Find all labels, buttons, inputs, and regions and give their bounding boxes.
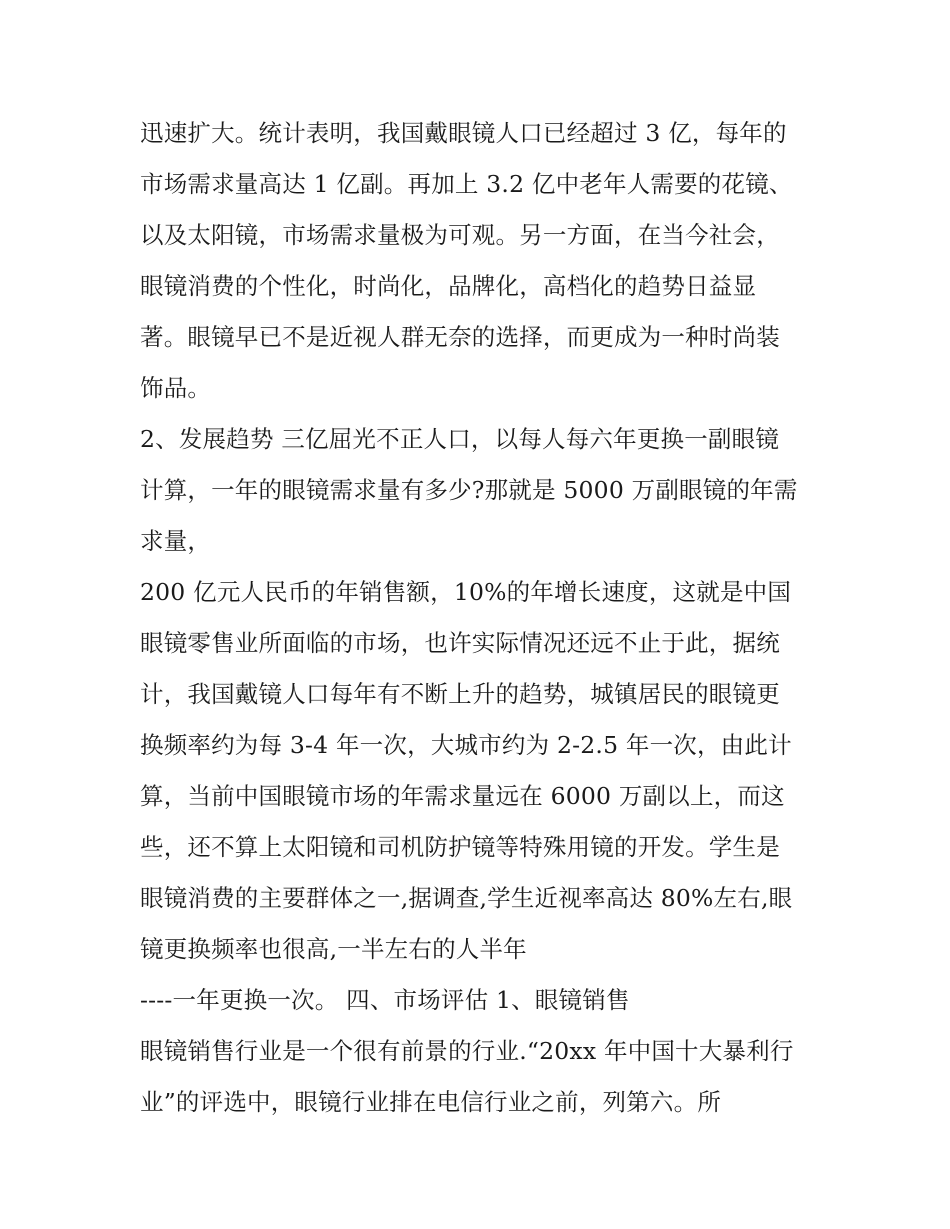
document-body — [140, 108, 820, 1128]
text-line: 镜更换频率也很高,一半左右的人半年 — [140, 935, 527, 963]
text-line: 算，当前中国眼镜市场的年需求量远在 6000 万副以上，而这 — [140, 782, 785, 810]
text-line: 迅速扩大。统计表明，我国戴眼镜人口已经超过 3 亿，每年的 — [140, 119, 787, 147]
text-line: 市场需求量高达 1 亿副。再加上 3.2 亿中老年人需要的花镜、 — [140, 170, 793, 198]
text-line: 换频率约为每 3-4 年一次，大城市约为 2-2.5 年一次，由此计 — [140, 731, 792, 759]
text-line: 求量， — [140, 527, 212, 555]
text-line: 2、发展趋势 三亿屈光不正人口，以每人每六年更换一副眼镜 — [140, 425, 780, 453]
text-line: 计算，一年的眼镜需求量有多少?那就是 5000 万副眼镜的年需 — [140, 476, 798, 504]
text-line: 眼镜零售业所面临的市场，也许实际情况还远不止于此，据统 — [140, 629, 780, 657]
text-line: 业”的评选中，眼镜行业排在电信行业之前，列第六。所 — [140, 1088, 722, 1116]
text-line: 眼镜消费的主要群体之一,据调查,学生近视率高达 80%左右,眼 — [140, 884, 793, 912]
text-line: 眼镜销售行业是一个很有前景的行业.“20xx 年中国十大暴利行 — [140, 1037, 794, 1065]
text-line: 眼镜消费的个性化，时尚化，品牌化，高档化的趋势日益显 — [140, 272, 757, 300]
text-line: 著。眼镜早已不是近视人群无奈的选择，而更成为一种时尚装 — [140, 323, 780, 351]
text-line: 以及太阳镜，市场需求量极为可观。另一方面，在当今社会， — [140, 221, 780, 249]
text-line: 些，还不算上太阳镜和司机防护镜等特殊用镜的开发。学生是 — [140, 833, 780, 861]
text-line: 计，我国戴镜人口每年有不断上升的趋势，城镇居民的眼镜更 — [140, 680, 780, 708]
text-line: 200 亿元人民币的年销售额，10%的年增长速度，这就是中国 — [140, 578, 792, 606]
text-line: 饰品。 — [140, 374, 212, 402]
text-line: ----一年更换一次。 四、市场评估 1、眼镜销售 — [140, 986, 630, 1014]
